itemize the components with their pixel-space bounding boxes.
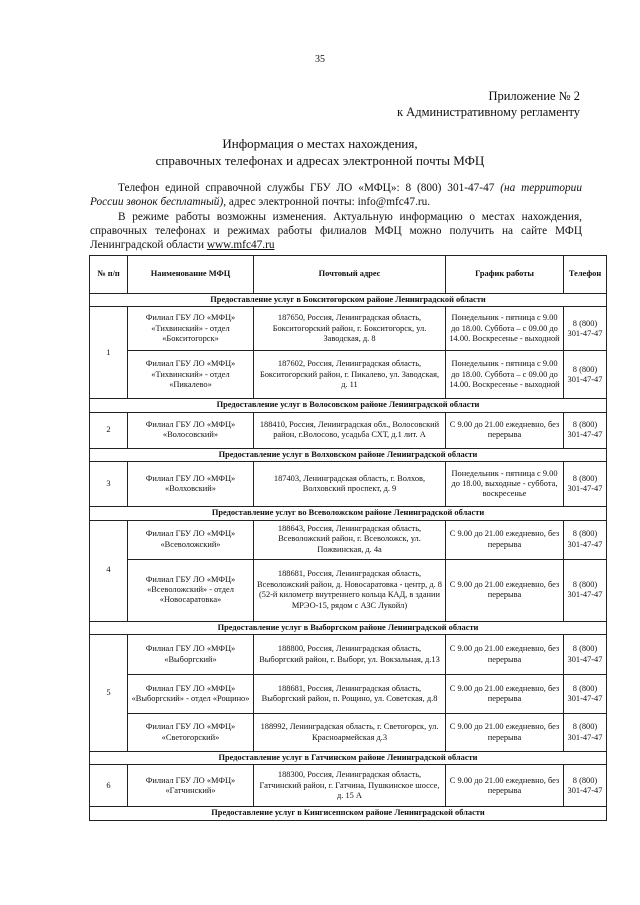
phone-number: 8 (800) 301-47-47 (564, 462, 607, 507)
phone-number: 8 (800) 301-47-47 (564, 307, 607, 351)
row-number: 5 (90, 635, 128, 752)
mfc-table (89, 255, 607, 821)
branch-name: Филиал ГБУ ЛО «МФЦ» «Тихвинский» - отдел «Бокситогорск» (128, 307, 254, 351)
intro-text (90, 181, 582, 252)
branch-name: Филиал ГБУ ЛО «МФЦ» «Всеволожский» - отдел «Новосаратовка» (128, 559, 254, 621)
header-schedule: График работы (446, 256, 564, 294)
branch-name: Филиал ГБУ ЛО «МФЦ» «Волосовский» (128, 412, 254, 448)
table-row (90, 351, 607, 399)
table-row (90, 412, 607, 448)
header-phone: Телефон (564, 256, 607, 294)
section-title: Предоставление услуг в Кингисеппском районе Ленинградской области (90, 807, 607, 820)
phone-number: 8 (800) 301-47-47 (564, 675, 607, 714)
branch-name: Филиал ГБУ ЛО «МФЦ» «Тихвинский» - отдел «Пикалево» (128, 351, 254, 399)
section-title: Предоставление услуг в Выборгском районе Ленинградской области (90, 621, 607, 634)
header-number: № п/п (90, 256, 128, 294)
branch-name: Филиал ГБУ ЛО «МФЦ» «Гатчинский» (128, 765, 254, 807)
table-row (90, 559, 607, 621)
section-header-row (90, 621, 607, 634)
table-row (90, 462, 607, 507)
postal-address: 188643, Россия, Ленинградская область, Всеволожский район, г. Всеволожск, ул. Пожвинская, д. 4а (254, 520, 446, 559)
phone-number: 8 (800) 301-47-47 (564, 714, 607, 752)
phone-number: 8 (800) 301-47-47 (564, 559, 607, 621)
section-header-row (90, 807, 607, 820)
header-address: Почтовый адрес (254, 256, 446, 294)
postal-address: 187403, Ленинградская область, г. Волхов, Волховский проспект, д. 9 (254, 462, 446, 507)
work-schedule: С 9.00 до 21.00 ежедневно, без перерыва (446, 559, 564, 621)
table-row (90, 635, 607, 675)
title-line-1: Информация о местах нахождения, (222, 136, 418, 151)
intro-changes-text: В режиме работы возможны изменения. Актуальную информацию о местах нахождения, справочных телефонах и режимах работы филиалов МФЦ можно получить на сайте МФЦ Ленинградской области (90, 210, 582, 252)
row-number: 1 (90, 307, 128, 399)
work-schedule: С 9.00 до 21.00 ежедневно, без перерыва (446, 635, 564, 675)
table-row (90, 714, 607, 752)
postal-address: 188681, Россия, Ленинградская область, Всеволожский район, д. Новосаратовка - центр, д. 8 (52-й километр внутреннего кольца КАД, в здании МРЭО-15, рядом с АЗС Лукойл) (254, 559, 446, 621)
section-header-row (90, 507, 607, 520)
work-schedule: С 9.00 до 21.00 ежедневно, без перерыва (446, 765, 564, 807)
intro-free-call-note: (на территории России звонок бесплатный), (90, 182, 582, 209)
section-title: Предоставление услуг в Волховском районе Ленинградской области (90, 448, 607, 461)
phone-number: 8 (800) 301-47-47 (564, 520, 607, 559)
intro-phone-text: Телефон единой справочной службы ГБУ ЛО «МФЦ»: 8 (800) 301-47-47 (118, 182, 501, 194)
website-link[interactable]: www.mfc47.ru (206, 239, 275, 252)
phone-number: 8 (800) 301-47-47 (564, 351, 607, 399)
branch-name: Филиал ГБУ ЛО «МФЦ» «Волховский» (128, 462, 254, 507)
appendix-line-2: к Административному регламенту (396, 105, 580, 119)
work-schedule: Понедельник - пятница с 9.00 до 18.00, выходные - суббота, воскресенье (446, 462, 564, 507)
intro-email-text: адрес электронной почты: info@mfc47.ru. (226, 196, 431, 209)
intro-paragraph-2 (90, 210, 582, 253)
row-number: 6 (90, 765, 128, 807)
section-header-row (90, 752, 607, 765)
work-schedule: Понедельник - пятница с 9.00 до 18.00. Суббота – с 09.00 до 14.00. Воскресенье - выходной (446, 307, 564, 351)
table-row (90, 520, 607, 559)
branch-name: Филиал ГБУ ЛО «МФЦ» «Светогорский» (128, 714, 254, 752)
phone-number: 8 (800) 301-47-47 (564, 765, 607, 807)
row-number: 2 (90, 412, 128, 448)
row-number: 3 (90, 462, 128, 507)
row-number: 4 (90, 520, 128, 621)
table-row (90, 675, 607, 714)
branch-name: Филиал ГБУ ЛО «МФЦ» «Выборгский» - отдел «Рощино» (128, 675, 254, 714)
table-header-row (90, 256, 607, 294)
page-number: 35 (315, 54, 325, 65)
appendix-line-1: Приложение № 2 (488, 89, 580, 103)
section-header-row (90, 294, 607, 307)
intro-paragraph-1 (90, 181, 582, 210)
section-title: Предоставление услуг в Волосовском районе Ленинградской области (90, 399, 607, 412)
phone-number: 8 (800) 301-47-47 (564, 412, 607, 448)
section-title: Предоставление услуг в Бокситогорском районе Ленинградской области (90, 294, 607, 307)
section-header-row (90, 448, 607, 461)
table-row (90, 307, 607, 351)
postal-address: 188992, Ленинградская область, г. Светогорск, ул. Красноармейская д.3 (254, 714, 446, 752)
postal-address: 188800, Россия, Ленинградская область, Выборгский район, г. Выборг, ул. Вокзальная, д.13 (254, 635, 446, 675)
work-schedule: С 9.00 до 21.00 ежедневно, без перерыва (446, 412, 564, 448)
work-schedule: Понедельник - пятница с 9.00 до 18.00. Суббота – с 09.00 до 14.00. Воскресенье - выходной (446, 351, 564, 399)
postal-address: 188300, Россия, Ленинградская область, Гатчинский район, г. Гатчина, Пушкинское шоссе, д. 15 А (254, 765, 446, 807)
work-schedule: С 9.00 до 21.00 ежедневно, без перерыва (446, 520, 564, 559)
branch-name: Филиал ГБУ ЛО «МФЦ» «Всеволожский» (128, 520, 254, 559)
section-title: Предоставление услуг в Гатчинском районе Ленинградской области (90, 752, 607, 765)
phone-number: 8 (800) 301-47-47 (564, 635, 607, 675)
appendix-heading (397, 88, 580, 120)
postal-address: 187602, Россия, Ленинградская область, Бокситогорский район, г. Пикалево, ул. Заводская, д. 11 (254, 351, 446, 399)
document-title (0, 135, 640, 169)
postal-address: 188681, Россия, Ленинградская область, Выборгский район, п. Рощино, ул. Советская, д.8 (254, 675, 446, 714)
header-name: Наименование МФЦ (128, 256, 254, 294)
title-line-2: справочных телефонах и адресах электронной почты МФЦ (155, 153, 485, 168)
table-body (90, 294, 607, 821)
postal-address: 187650, Россия, Ленинградская область, Бокситогорский район, г. Бокситогорск, ул. Заводская, д. 8 (254, 307, 446, 351)
work-schedule: С 9.00 до 21.00 ежедневно, без перерыва (446, 714, 564, 752)
postal-address: 188410, Россия, Ленинградская обл., Волосовский район, г.Волосово, усадьба СХТ, д.1 лит. А (254, 412, 446, 448)
section-header-row (90, 399, 607, 412)
table-row (90, 765, 607, 807)
section-title: Предоставление услуг во Всеволожском районе Ленинградской области (90, 507, 607, 520)
branch-name: Филиал ГБУ ЛО «МФЦ» «Выборгский» (128, 635, 254, 675)
work-schedule: С 9.00 до 21.00 ежедневно, без перерыва (446, 675, 564, 714)
